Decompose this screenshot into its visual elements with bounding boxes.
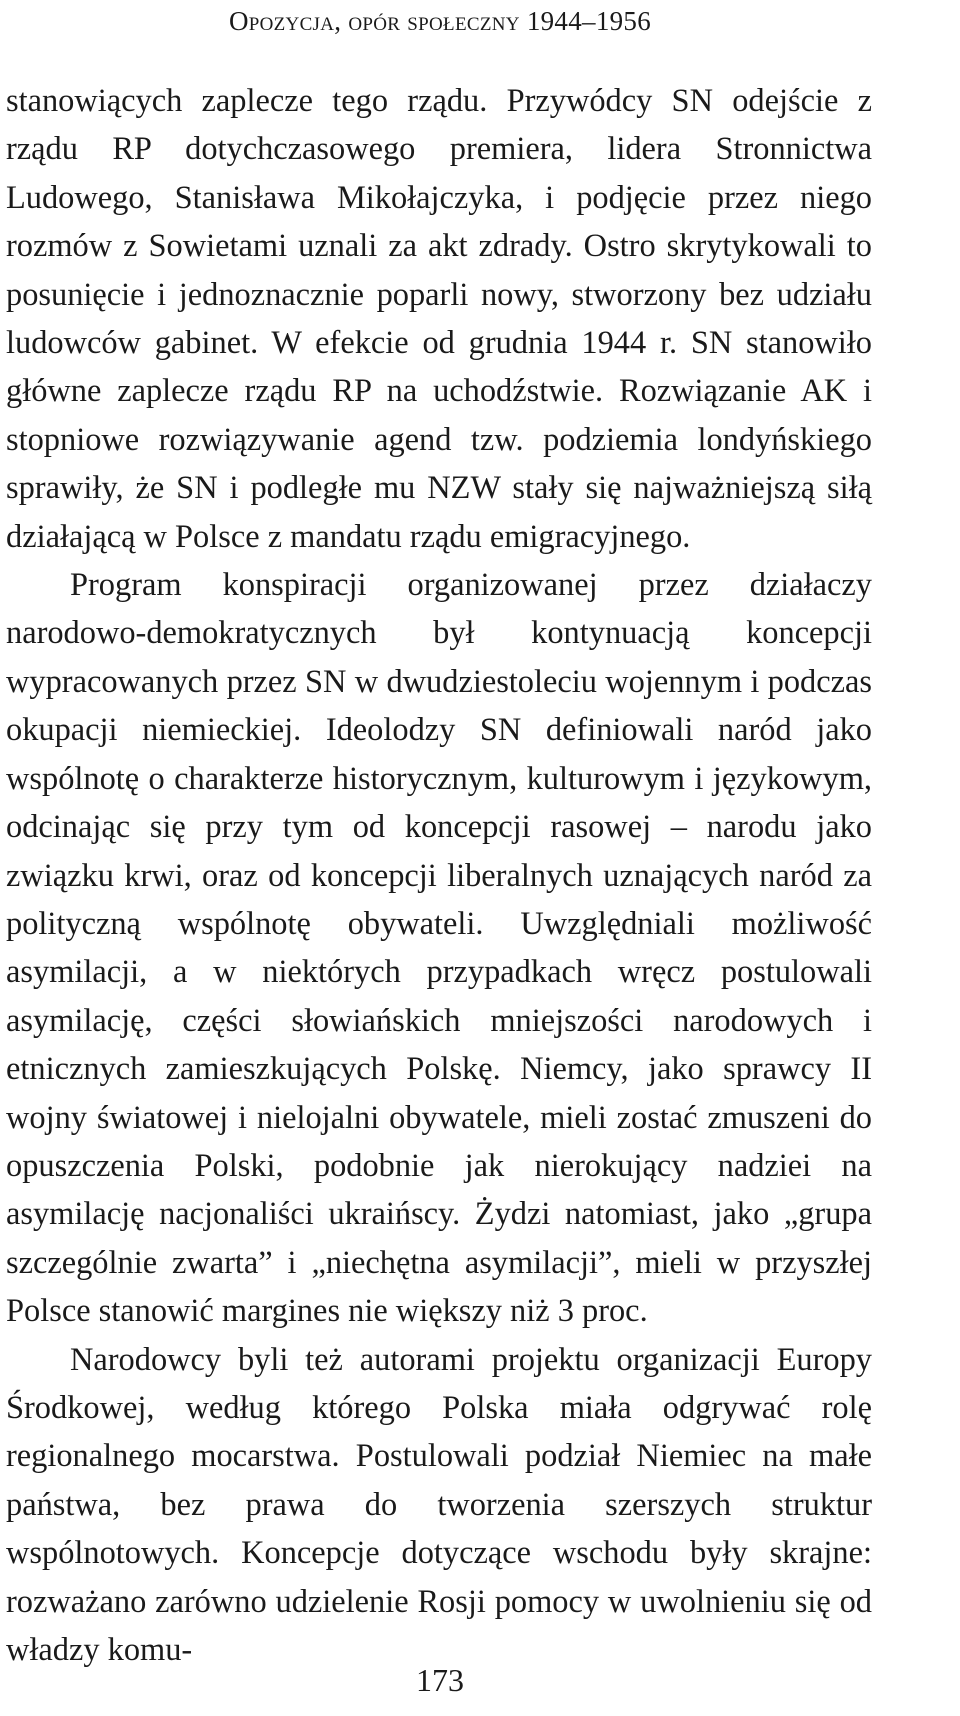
page-body [6, 77, 872, 1674]
paragraph-continuation: stanowiących zaplecze tego rządu. Przywódcy SN odejście z rządu RP dotychczasowego premiera, lidera Stronnictwa Ludowego, Stanisława Mikołajczyka, i podjęcie przez niego rozmów z Sowietami uznali za akt zdrady. Ostro skrytykowali to posunięcie i jednoznacznie poparli nowy, stworzony bez udziału ludowców gabinet. W efekcie od grudnia 1944 r. SN stanowiło główne zaplecze rządu RP na uchodźstwie. Rozwiązanie AK i stopniowe rozwiązywanie agend tzw. podziemia londyńskiego sprawiły, że SN i podległe mu NZW stały się najważniejszą siłą działającą w Polsce z mandatu rządu emigracyjnego. [6, 83, 872, 555]
running-header: Opozycja, opór społeczny 1944–1956 [228, 6, 652, 36]
page-number: 173 [416, 1662, 464, 1698]
paragraph-central-europe: Narodowcy byli też autorami projektu organizacji Europy Środkowej, według którego Polska miała odgrywać rolę regionalnego mocarstwa. Postulowali podział Niemiec na małe państwa, bez prawa do tworzenia szerszych struktur wspólnotowych. Koncepcje dotyczące wschodu były skrajne: rozważano zarówno udzielenie Rosji pomocy w uwolnieniu się od władzy komu- [6, 1341, 872, 1668]
paragraph-program: Program konspiracji organizowanej przez działaczy narodowo-demokratycznych był kontynuacją koncepcji wypracowanych przez SN w dwudziestoleciu wojennym i podczas okupacji niemieckiej. Ideolodzy SN definiowali naród jako wspólnotę o charakterze historycznym, kulturowym i językowym, odcinając się przy tym od koncepcji rasowej – narodu jako związku krwi, oraz od koncepcji liberalnych uznających naród za polityczną wspólnotę obywateli. Uwzględniali możliwość asymilacji, a w niektórych przypadkach wręcz postulowali asymilację, części słowiańskich mniejszości narodowych i etnicznych zamieszkujących Polskę. Niemcy, jako sprawcy II wojny światowej i nielojalni obywatele, mieli zostać zmuszeni do opuszczenia Polski, podobnie jak nierokujący nadziei na asymilację nacjonaliści ukraińscy. Żydzi natomiast, jako „grupa szczególnie zwarta” i „niechętna asymilacji”, mieli w przyszłej Polsce stanowić margines nie większy niż 3 proc. [6, 567, 872, 1330]
